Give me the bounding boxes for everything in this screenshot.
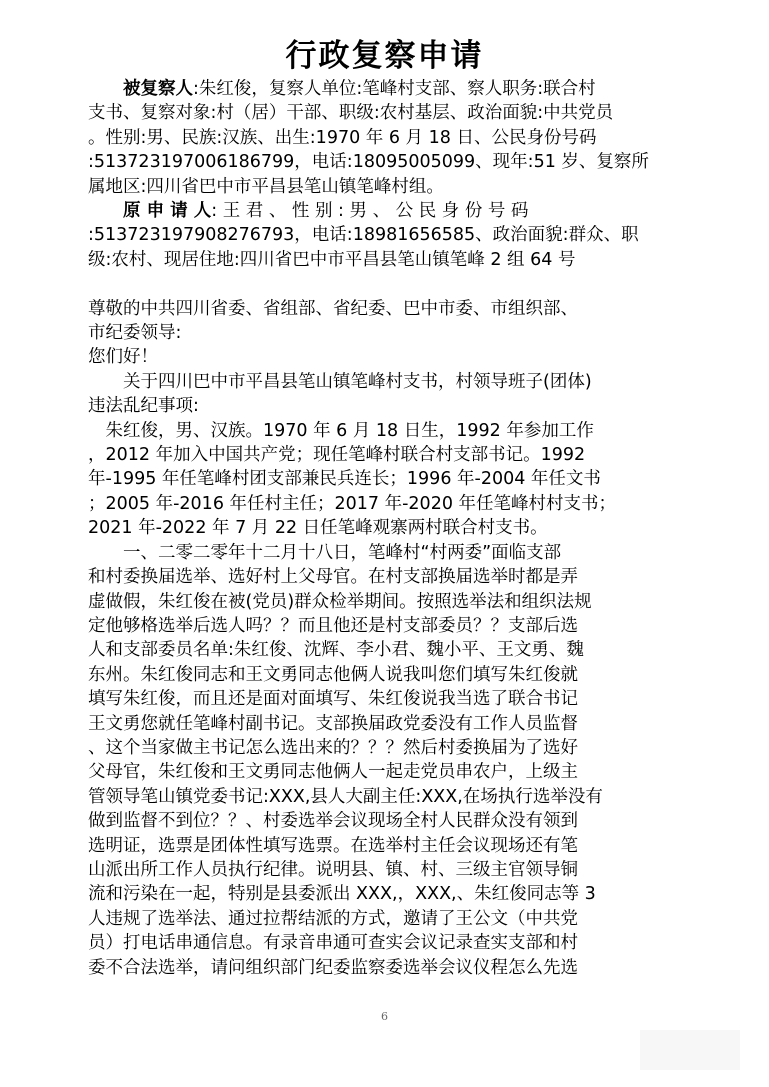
paragraph-line: 、这个当家做主书记怎么选出来的？？？然后村委换届为了选好	[88, 737, 578, 758]
respondent-line: 支书、复察对象:村（居）干部、职级:农村基层、政治面貌:中共党员	[88, 103, 614, 124]
applicant-label: 原 申 请 人	[123, 201, 212, 222]
applicant-line: 级:农村、现居住地:四川省巴中市平昌县笔山镇笔峰 2 组 64 号	[88, 249, 576, 270]
paragraph-line: 和村委换届选举、选好村上父母官。在村支部换届选举时都是弄	[88, 567, 578, 588]
salutation-line: 您们好！	[88, 347, 158, 368]
bio-line: ；2005 年-2016 年任村主任；2017 年-2020 年任笔峰村村支书；	[88, 493, 617, 514]
applicant-line: 原 申 请 人: 王 君 、 性 别 : 男 、 公 民 身 份 号 码	[123, 201, 529, 222]
paragraph-line: 员）打电话串通信息。有录音串通可查实会议记录查实支部和村	[88, 933, 578, 954]
paragraph-line: 山派出所工作人员执行纪律。说明县、镇、村、三级主官领导铜	[88, 859, 578, 880]
paragraph-line: 做到监督不到位？？、村委选举会议现场全村人民群众没有领到	[88, 811, 578, 832]
paragraph-line: 一、二零二零年十二月十八日，笔峰村“村两委”面临支部	[88, 542, 562, 563]
paragraph-line: 委不合法选举，请问组织部门纪委监察委选举会议仪程怎么先选	[88, 957, 578, 978]
paragraph-line: 选明证，选票是团体性填写选票。在选举村主任会议现场还有笔	[88, 835, 578, 856]
blank-line	[88, 272, 688, 296]
page-number: 6	[381, 1010, 388, 1023]
paragraph-line: 流和污染在一起，特别是县委派出 XXX,，XXX,、朱红俊同志等 3	[88, 884, 596, 905]
paragraph-line: 人和支部委员名单:朱红俊、沈辉、李小君、魏小平、王文勇、魏	[88, 640, 584, 661]
paragraph-line: 父母官，朱红俊和王文勇同志他俩人一起走党员串农户，上级主	[88, 762, 578, 783]
respondent-line: 。性别:男、民族:汉族、出生:1970 年 6 月 18 日、公民身份号码	[88, 127, 597, 148]
bio-line: ，2012 年加入中国共产党；现任笔峰村联合村支部书记。1992	[88, 445, 586, 466]
respondent-line: 被复察人:朱红俊，复察人单位:笔峰村支部、察人职务:联合村	[123, 79, 596, 99]
salutation-line: 市纪委领导:	[88, 323, 182, 344]
paragraph-line: 东州。朱红俊同志和王文勇同志他俩人说我叫您们填写朱红俊就	[88, 664, 578, 685]
subject-line: 违法乱纪事项:	[88, 396, 199, 417]
document-title: 行政复察申请	[285, 38, 484, 74]
document-body	[88, 77, 688, 980]
paragraph-line: 人违规了选举法、通过拉帮结派的方式，邀请了王公文（中共党	[88, 908, 578, 929]
paragraph-line: 定他够格选举后选人吗？？而且他还是村支部委员？？支部后选	[88, 615, 578, 636]
watermark	[640, 1030, 740, 1070]
bio-line: 年-1995 年任笔峰村团支部兼民兵连长；1996 年-2004 年任文书	[88, 469, 601, 490]
respondent-label: 被复察人	[123, 79, 193, 99]
subject-line: 关于四川巴中市平昌县笔山镇笔峰村支书，村领导班子(团体)	[88, 371, 592, 392]
paragraph-line: 虚做假，朱红俊在被(党员)群众检举期间。按照选举法和组织法规	[88, 591, 592, 612]
salutation-line: 尊敬的中共四川省委、省组部、省纪委、巴中市委、市组织部、	[88, 298, 578, 319]
respondent-line: 属地区:四川省巴中市平昌县笔山镇笔峰村组。	[88, 176, 444, 197]
paragraph-line: 管领导笔山镇党委书记:XXX,县人大副主任:XXX,在场执行选举没有	[88, 786, 603, 807]
applicant-line: :513723197908276793，电话:18981656585、政治面貌:群众、职	[88, 225, 639, 246]
bio-line: 2021 年-2022 年 7 月 22 日任笔峰观寨两村联合村支书。	[88, 518, 548, 539]
bio-line: 朱红俊，男、汉族。1970 年 6 月 18 日生，1992 年参加工作	[88, 420, 594, 441]
paragraph-line: 填写朱红俊，而且还是面对面填写、朱红俊说我当选了联合书记	[88, 689, 578, 710]
respondent-line: :513723197006186799，电话:18095005099、现年:51 岁、复察所	[88, 152, 649, 173]
paragraph-line: 王文勇您就任笔峰村副书记。支部换届政党委没有工作人员监督	[88, 713, 578, 734]
